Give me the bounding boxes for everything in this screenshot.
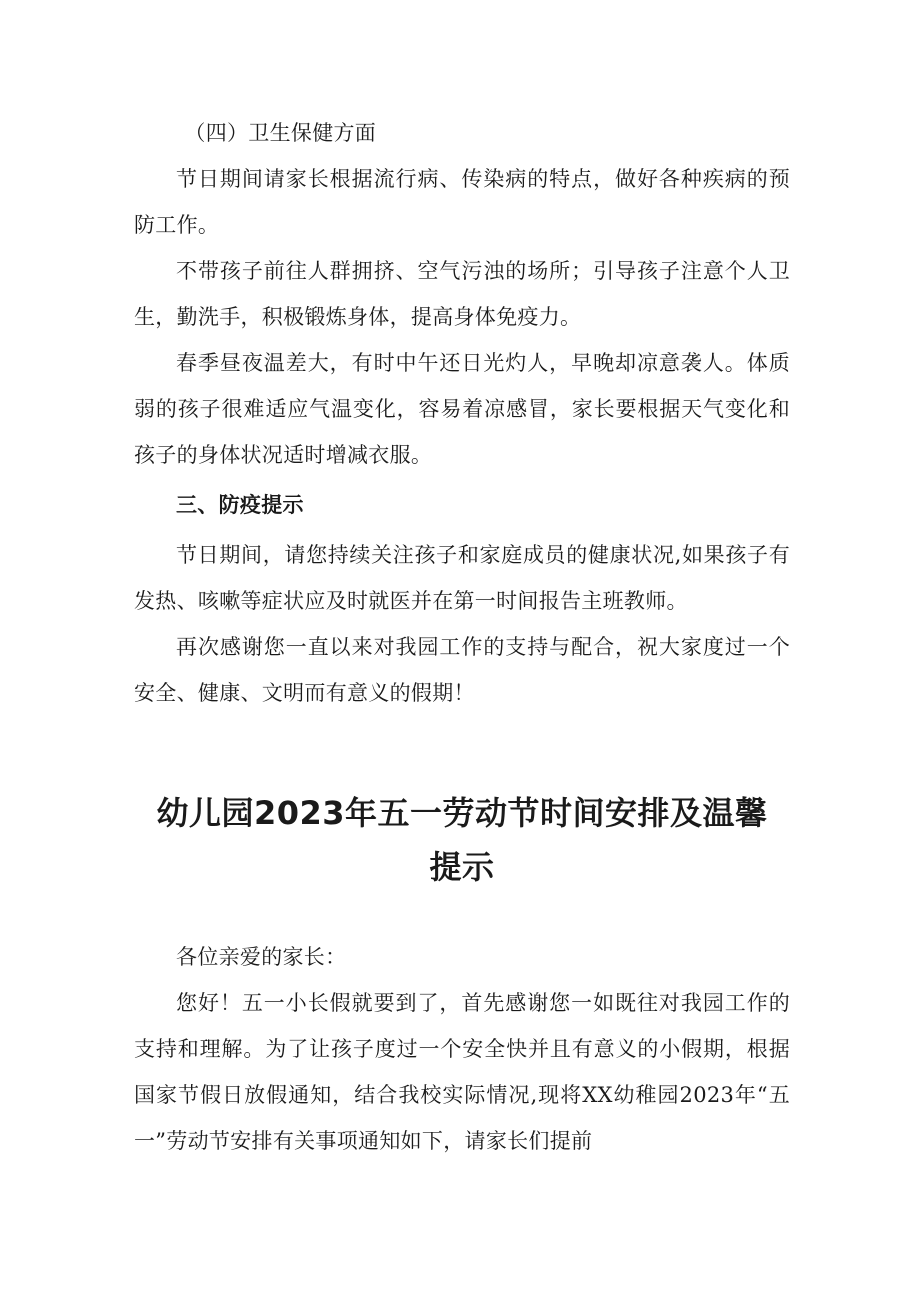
hygiene-paragraph-2: 不带孩子前往人群拥挤、空气污浊的场所；引导孩子注意个人卫生，勤洗手，积极锻炼身体，提高身体免疫力。 <box>134 259 790 329</box>
salutation: 各位亲爱的家长： <box>176 945 347 969</box>
intro-paragraph: 您好！五一小长假就要到了，首先感谢您一如既往对我园工作的支持和理解。为了让孩子度过一个安全快并且有意义的小假期，根据国家节假日放假通知，结合我校实际情况,现将XX幼稚园2023年“五一”劳动节安排有关事项通知如下，请家长们提前 <box>134 991 790 1153</box>
epidemic-paragraph-2: 再次感谢您一直以来对我园工作的支持与配合，祝大家度过一个安全、健康、文明而有意义的假期！ <box>134 635 790 705</box>
document-title-line-1: 幼儿园2023年五一劳动节时间安排及温馨 <box>156 794 768 832</box>
hygiene-paragraph-3: 春季昼夜温差大，有时中午还日光灼人，早晚却凉意袭人。体质弱的孩子很难适应气温变化，容易着凉感冒，家长要根据天气变化和孩子的身体状况适时增减衣服。 <box>134 351 790 467</box>
section-four-heading: （四）卫生保健方面 <box>184 121 377 145</box>
epidemic-paragraph-1: 节日期间，请您持续关注孩子和家庭成员的健康状况,如果孩子有发热、咳嗽等症状应及时就医并在第一时间报告主班教师。 <box>134 543 790 613</box>
document-title-line-2: 提示 <box>429 848 495 886</box>
document-page <box>134 110 790 1164</box>
section-three-heading: 三、防疫提示 <box>176 493 304 517</box>
hygiene-paragraph-1: 节日期间请家长根据流行病、传染病的特点，做好各种疾病的预防工作。 <box>134 167 790 237</box>
document-title <box>134 786 790 894</box>
